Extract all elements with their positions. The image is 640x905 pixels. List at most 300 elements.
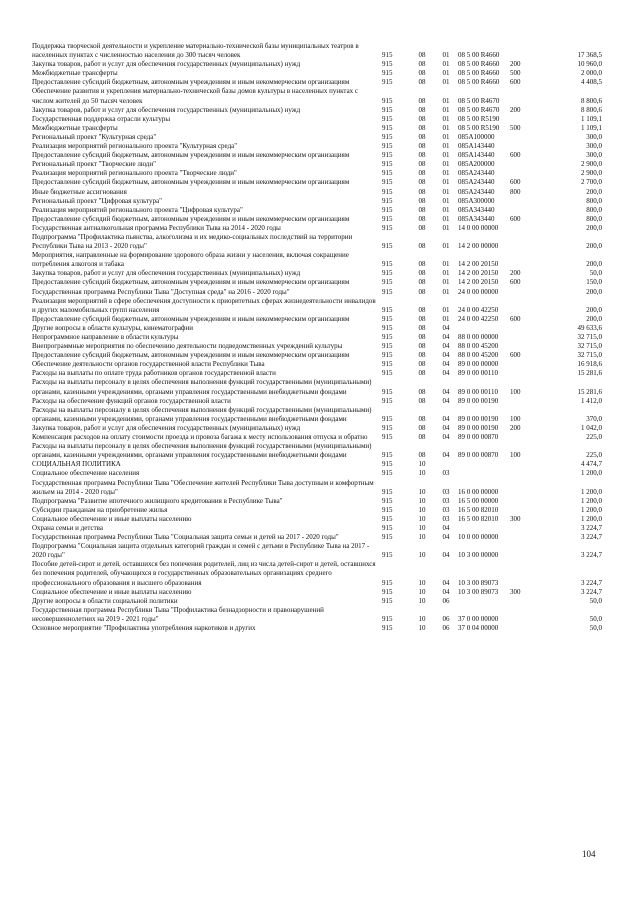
ministry-code: 915	[382, 169, 393, 178]
target-article-code: 085A143440	[458, 151, 495, 160]
table-row	[32, 442, 602, 460]
section-code: 08	[418, 205, 426, 214]
section-code: 08	[418, 396, 426, 405]
subsection-code: 01	[442, 214, 450, 223]
subsection-code: 01	[442, 269, 450, 278]
expense-type-code: 300	[510, 587, 521, 596]
target-article-code: 08 5 00 R4660	[458, 51, 500, 60]
row-name: Пособие детей-сирот и детей, оставшихся без попечения родителей, лиц из числа детей-сирот и детей, оставшихся без попечения родителей, обучающихся в государственных образовательных организациях среднего профессионального образования и высшего образования	[32, 560, 376, 587]
ministry-code: 915	[382, 69, 393, 78]
table-row	[32, 469, 602, 478]
section-code: 08	[418, 451, 426, 460]
target-article-code: 08 5 00 R5190	[458, 123, 500, 132]
target-article-code: 16 5 00 00000	[458, 496, 499, 505]
subsection-code: 04	[442, 333, 450, 341]
section-code: 08	[418, 160, 426, 169]
subsection-code: 01	[442, 78, 450, 87]
section-code: 10	[418, 578, 426, 587]
subsection-code: 06	[442, 614, 450, 623]
expense-type-code: 200	[510, 269, 521, 278]
subsection-code: 01	[442, 132, 450, 141]
budget-table	[32, 42, 602, 633]
target-article-code: 085A243440	[458, 178, 495, 187]
row-name: Реализация мероприятий в сфере обеспечения доступности к приоритетных сферах жизнедеятельности инвалидов и других маломобильных групп населения	[32, 296, 376, 314]
ministry-code: 915	[382, 578, 393, 587]
ministry-code: 915	[382, 78, 393, 87]
amount-value: 200,0	[586, 223, 602, 232]
amount-value: 225,0	[586, 433, 602, 442]
amount-value: 300,0	[586, 142, 602, 151]
subsection-code: 01	[442, 114, 450, 123]
expense-type-code: 600	[510, 78, 521, 87]
row-name: Государственная программа Республики Тыва "Социальная защита семьи и детей на 2017 - 2020 годы"	[32, 533, 339, 542]
row-name: Компенсация расходов на оплату стоимости проезда и провоза багажа к месту использования отпуска и обратно	[32, 433, 368, 442]
section-code: 08	[418, 242, 426, 251]
target-article-code: 08 5 00 R5190	[458, 114, 500, 123]
table-row	[32, 433, 602, 442]
row-name: Предоставление субсидий бюджетным, автономным учреждениям и иным некоммерческим организациям	[32, 214, 350, 223]
ministry-code: 915	[382, 242, 393, 251]
amount-value: 1 109,1	[581, 123, 602, 132]
section-code: 08	[418, 60, 426, 69]
target-article-code: 24 0 00 42250	[458, 314, 499, 323]
table-row	[32, 251, 602, 269]
subsection-code: 01	[442, 160, 450, 169]
target-article-code: 10 3 00 89073	[458, 587, 499, 596]
table-row	[32, 560, 602, 587]
subsection-code: 01	[442, 169, 450, 178]
ministry-code: 915	[382, 269, 393, 278]
table-row	[32, 42, 602, 60]
table-row	[32, 288, 602, 297]
subsection-code: 04	[442, 414, 450, 423]
target-article-code: 24 0 00 42250	[458, 305, 499, 314]
target-article-code: 14 2 00 20150	[458, 260, 499, 269]
subsection-code: 01	[442, 187, 450, 196]
target-article-code: 085A143440	[458, 142, 495, 151]
ministry-code: 915	[382, 360, 393, 369]
ministry-code: 915	[382, 596, 393, 605]
row-name: Другие вопросы в области социальной политики	[32, 596, 178, 605]
target-article-code: 10 3 00 89073	[458, 578, 499, 587]
amount-value: 1 200,0	[581, 505, 602, 514]
amount-value: 17 368,5	[577, 51, 602, 60]
expense-type-code: 200	[510, 423, 521, 432]
subsection-code: 04	[442, 433, 450, 442]
subsection-code: 04	[442, 342, 450, 351]
table-row	[32, 424, 602, 433]
section-code: 08	[418, 69, 426, 78]
ministry-code: 915	[382, 160, 393, 169]
section-code: 10	[418, 533, 426, 542]
row-name: Обеспечение деятельности органов государственной власти Республики Тыва	[32, 360, 265, 369]
subsection-code: 04	[442, 423, 450, 432]
ministry-code: 915	[382, 387, 393, 396]
target-article-code: 88 0 00 45200	[458, 342, 499, 351]
section-code: 08	[418, 123, 426, 132]
amount-value: 150,0	[586, 278, 602, 287]
amount-value: 1 200,0	[581, 514, 602, 523]
target-article-code: 89 0 00 00190	[458, 396, 499, 405]
subsection-code: 01	[442, 314, 450, 323]
section-code: 08	[418, 105, 426, 114]
table-row	[32, 78, 602, 87]
row-name: Реализация мероприятий регионального проекта "Культурная среда"	[32, 142, 238, 151]
amount-value: 1 200,0	[581, 487, 602, 496]
section-code: 10	[418, 624, 426, 632]
row-name: СОЦИАЛЬНАЯ ПОЛИТИКА	[32, 460, 121, 469]
amount-value: 4 474,7	[581, 460, 602, 469]
amount-value: 50,0	[589, 269, 602, 278]
row-name: Региональный проект "Творческие люди"	[32, 160, 156, 169]
row-name: Подпрограмма "Социальная защита отдельных категорий граждан и семей с детьми в Республике Тыва на 2017 - 2020 годы"	[32, 542, 370, 560]
ministry-code: 915	[382, 533, 393, 542]
subsection-code: 01	[442, 96, 450, 105]
target-article-code: 14 2 00 20150	[458, 278, 499, 287]
section-code: 08	[418, 414, 426, 423]
table-row	[32, 479, 602, 497]
ministry-code: 915	[382, 114, 393, 123]
amount-value: 15 281,6	[577, 387, 602, 396]
amount-value: 1 109,1	[581, 114, 602, 123]
target-article-code: 085A343440	[458, 214, 495, 223]
section-code: 10	[418, 496, 426, 505]
expense-type-code: 100	[510, 451, 521, 460]
table-row	[32, 524, 602, 533]
section-code: 08	[418, 387, 426, 396]
table-row	[32, 160, 602, 169]
ministry-code: 915	[382, 369, 393, 378]
row-name: Региональный проект "Культурная среда"	[32, 132, 157, 141]
amount-value: 1 200,0	[581, 496, 602, 505]
amount-value: 800,0	[586, 196, 602, 205]
expense-type-code: 600	[510, 214, 521, 223]
section-code: 08	[418, 369, 426, 378]
subsection-code: 04	[442, 578, 450, 587]
target-article-code: 16 5 00 82010	[458, 514, 499, 523]
subsection-code: 01	[442, 51, 450, 60]
subsection-code: 04	[442, 387, 450, 396]
ministry-code: 915	[382, 51, 393, 60]
section-code: 08	[418, 314, 426, 323]
target-article-code: 14 2 00 00000	[458, 242, 499, 251]
subsection-code: 01	[442, 278, 450, 287]
target-article-code: 085A243440	[458, 187, 495, 196]
ministry-code: 915	[382, 287, 393, 296]
expense-type-code: 600	[510, 151, 521, 160]
target-article-code: 14 2 00 20150	[458, 269, 499, 278]
table-row	[32, 69, 602, 78]
expense-type-code: 100	[510, 414, 521, 423]
subsection-code: 03	[442, 487, 450, 496]
subsection-code: 06	[442, 596, 450, 605]
amount-value: 370,0	[586, 414, 602, 423]
table-row	[32, 188, 602, 197]
row-name: Расходы на выплаты по оплате труда работников органов государственной власти	[32, 369, 276, 378]
section-code: 08	[418, 51, 426, 60]
row-name: Внепрограммные мероприятия по обеспечению деятельности подведомственных учреждений культуры	[32, 342, 343, 351]
ministry-code: 915	[382, 214, 393, 223]
ministry-code: 915	[382, 451, 393, 460]
ministry-code: 915	[382, 469, 393, 478]
expense-type-code: 200	[510, 60, 521, 69]
subsection-code: 04	[442, 369, 450, 378]
row-name: Предоставление субсидий бюджетным, автономным учреждениям и иным некоммерческим организациям	[32, 278, 350, 287]
row-name: Предоставление субсидий бюджетным, автономным учреждениям и иным некоммерческим организациям	[32, 151, 350, 160]
amount-value: 2 900,0	[581, 160, 602, 169]
row-name: Закупка товаров, работ и услуг для обеспечения государственных (муниципальных) нужд	[32, 423, 301, 432]
table-row	[32, 397, 602, 406]
section-code: 10	[418, 469, 426, 478]
table-row	[32, 369, 602, 378]
section-code: 08	[418, 142, 426, 151]
table-row	[32, 178, 602, 187]
target-article-code: 89 0 00 00190	[458, 414, 499, 423]
row-name: Предоставление субсидий бюджетным, автономным учреждениям и иным некоммерческим организациям	[32, 178, 350, 187]
table-row	[32, 351, 602, 360]
amount-value: 16 918,6	[577, 360, 602, 369]
ministry-code: 915	[382, 351, 393, 360]
expense-type-code: 600	[510, 278, 521, 287]
amount-value: 10 960,0	[577, 60, 602, 69]
amount-value: 50,0	[589, 596, 602, 605]
amount-value: 2 700,0	[581, 178, 602, 187]
amount-value: 50,0	[589, 614, 602, 623]
ministry-code: 915	[382, 551, 393, 560]
row-name: Региональный проект "Цифровая культура"	[32, 196, 162, 205]
subsection-code: 01	[442, 205, 450, 214]
ministry-code: 915	[382, 178, 393, 187]
row-name: Государственная антиалкогольная программа Республики Тыва на 2014 - 2020 годы	[32, 223, 281, 232]
row-name: Межбюджетные трансферты	[32, 123, 118, 132]
table-row	[32, 497, 602, 506]
row-name: Закупка товаров, работ и услуг для обеспечения государственных (муниципальных) нужд	[32, 60, 301, 69]
ministry-code: 915	[382, 433, 393, 442]
row-name: Реализация мероприятий регионального проекта "Творческие люди"	[32, 169, 237, 178]
table-row	[32, 624, 602, 633]
subsection-code: 04	[442, 533, 450, 542]
row-name: Подпрограмма "Профилактика пьянства, алкоголизма и их медико-социальных последствий на территории Республики Тыва на 2013 - 2020 годы"	[32, 232, 353, 251]
target-article-code: 085A200000	[458, 160, 495, 169]
table-row	[32, 324, 602, 333]
row-name: Закупка товаров, работ и услуг для обеспечения государственных (муниципальных) нужд	[32, 105, 301, 114]
subsection-code: 01	[442, 305, 450, 314]
section-code: 10	[418, 551, 426, 560]
subsection-code: 01	[442, 105, 450, 114]
expense-type-code: 500	[510, 69, 521, 78]
expense-type-code: 300	[510, 514, 521, 523]
ministry-code: 915	[382, 333, 393, 341]
amount-value: 1 200,0	[581, 469, 602, 478]
section-code: 08	[418, 287, 426, 296]
target-article-code: 085A243440	[458, 169, 495, 178]
section-code: 08	[418, 151, 426, 160]
ministry-code: 915	[382, 196, 393, 205]
section-code: 10	[418, 505, 426, 514]
amount-value: 200,0	[586, 314, 602, 323]
section-code: 08	[418, 260, 426, 269]
row-name: Государственная поддержка отрасли культуры	[32, 114, 171, 123]
row-name: Социальное обеспечение и иные выплаты населению	[32, 514, 192, 523]
row-name: Расходы на выплаты персоналу в целях обеспечения выполнения функций государственными (муниципальными) органами, казенными учреждениями, органами управления государственными внебюджетными фондами	[32, 405, 372, 423]
section-code: 08	[418, 351, 426, 360]
row-name: Реализация мероприятий регионального проекта "Цифровая культура"	[32, 205, 243, 214]
amount-value: 2 900,0	[581, 169, 602, 178]
subsection-code: 01	[442, 178, 450, 187]
subsection-code: 06	[442, 624, 450, 632]
ministry-code: 915	[382, 187, 393, 196]
ministry-code: 915	[382, 105, 393, 114]
row-name: Предоставление субсидий бюджетным, автономным учреждениям и иным некоммерческим организациям	[32, 351, 350, 360]
section-code: 08	[418, 333, 426, 341]
section-code: 08	[418, 96, 426, 105]
subsection-code: 04	[442, 523, 450, 532]
amount-value: 32 715,0	[577, 333, 602, 341]
amount-value: 800,0	[586, 205, 602, 214]
row-name: Социальное обеспечение населения	[32, 469, 140, 478]
table-row	[32, 597, 602, 606]
expense-type-code: 600	[510, 178, 521, 187]
table-row	[32, 87, 602, 105]
table-row	[32, 342, 602, 351]
amount-value: 4 408,5	[581, 78, 602, 87]
row-name: Другие вопросы в области культуры, кинематографии	[32, 323, 193, 332]
table-row	[32, 588, 602, 597]
section-code: 10	[418, 487, 426, 496]
target-article-code: 37 0 04 00000	[458, 624, 499, 632]
section-code: 08	[418, 169, 426, 178]
amount-value: 225,0	[586, 451, 602, 460]
ministry-code: 915	[382, 323, 393, 332]
subsection-code: 01	[442, 260, 450, 269]
section-code: 08	[418, 78, 426, 87]
target-article-code: 37 0 00 00000	[458, 614, 499, 623]
section-code: 08	[418, 323, 426, 332]
amount-value: 32 715,0	[577, 342, 602, 351]
section-code: 10	[418, 614, 426, 623]
table-row	[32, 506, 602, 515]
section-code: 08	[418, 214, 426, 223]
row-name: Основное мероприятие "Профилактика употребления наркотиков и других	[32, 624, 256, 632]
expense-type-code: 800	[510, 187, 521, 196]
target-article-code: 24 0 00 00000	[458, 287, 499, 296]
target-article-code: 89 0 00 00190	[458, 423, 499, 432]
row-name: Расходы на выплаты персоналу в целях обеспечения выполнения функций государственными (муниципальными) органами, казенными учреждениями, органами управления государственными внебюджетными фондами	[32, 442, 372, 460]
expense-type-code: 600	[510, 351, 521, 360]
ministry-code: 915	[382, 223, 393, 232]
page-number: 104	[582, 849, 596, 859]
subsection-code: 04	[442, 360, 450, 369]
subsection-code: 03	[442, 505, 450, 514]
ministry-code: 915	[382, 587, 393, 596]
row-name: Охрана семьи и детства	[32, 523, 103, 532]
table-row	[32, 206, 602, 215]
subsection-code: 01	[442, 223, 450, 232]
target-article-code: 89 0 00 00110	[458, 387, 498, 396]
row-name: Иные бюджетные ассигнования	[32, 187, 127, 196]
section-code: 08	[418, 360, 426, 369]
subsection-code: 01	[442, 142, 450, 151]
section-code: 08	[418, 278, 426, 287]
section-code: 08	[418, 114, 426, 123]
ministry-code: 915	[382, 523, 393, 532]
row-name: Социальное обеспечение и иные выплаты населению	[32, 587, 192, 596]
subsection-code: 01	[442, 151, 450, 160]
row-name: Государственная программа Республики Тыва "Профилактика безнадзорности и правонарушений несовершеннолетних на 2019 - 2021 годы"	[32, 605, 324, 623]
ministry-code: 915	[382, 423, 393, 432]
subsection-code: 01	[442, 123, 450, 132]
ministry-code: 915	[382, 514, 393, 523]
table-row	[32, 233, 602, 251]
amount-value: 3 224,7	[581, 533, 602, 542]
ministry-code: 915	[382, 314, 393, 323]
table-row	[32, 533, 602, 542]
ministry-code: 915	[382, 414, 393, 423]
table-row	[32, 269, 602, 278]
ministry-code: 915	[382, 278, 393, 287]
section-code: 08	[418, 196, 426, 205]
row-name: Государственная программа Республики Тыва "Обеспечение жителей Республики Тыва доступным и комфортным жильем на 2014 - 2020 годы"	[32, 478, 374, 496]
expense-type-code: 600	[510, 314, 521, 323]
amount-value: 300,0	[586, 151, 602, 160]
subsection-code: 03	[442, 514, 450, 523]
amount-value: 200,0	[586, 187, 602, 196]
target-article-code: 89 0 00 00870	[458, 433, 499, 442]
section-code: 08	[418, 342, 426, 351]
ministry-code: 915	[382, 96, 393, 105]
subsection-code: 03	[442, 496, 450, 505]
row-name: Обеспечение развития и укрепления материально-технической базы домов культуры в населенных пунктах с числом жителей до 50 тысяч человек	[32, 87, 359, 105]
table-row	[32, 142, 602, 151]
ministry-code: 915	[382, 624, 393, 632]
table-row	[32, 169, 602, 178]
amount-value: 1 412,0	[581, 396, 602, 405]
table-row	[32, 133, 602, 142]
section-code: 10	[418, 523, 426, 532]
table-row	[32, 460, 602, 469]
ministry-code: 915	[382, 60, 393, 69]
section-code: 08	[418, 433, 426, 442]
amount-value: 32 715,0	[577, 351, 602, 360]
section-code: 08	[418, 187, 426, 196]
subsection-code: 04	[442, 551, 450, 560]
section-code: 08	[418, 305, 426, 314]
section-code: 10	[418, 587, 426, 596]
row-name: Предоставление субсидий бюджетным, автономным учреждениям и иным некоммерческим организациям	[32, 78, 350, 87]
row-name: Предоставление субсидий бюджетным, автономным учреждениям и иным некоммерческим организациям	[32, 314, 350, 323]
table-row	[32, 406, 602, 424]
ministry-code: 915	[382, 132, 393, 141]
target-article-code: 10 0 00 00000	[458, 533, 499, 542]
amount-value: 200,0	[586, 260, 602, 269]
row-name: Закупка товаров, работ и услуг для обеспечения государственных (муниципальных) нужд	[32, 269, 301, 278]
table-row	[32, 360, 602, 369]
target-article-code: 88 0 00 45200	[458, 351, 499, 360]
table-row	[32, 224, 602, 233]
subsection-code: 04	[442, 323, 450, 332]
table-row	[32, 197, 602, 206]
amount-value: 200,0	[586, 305, 602, 314]
table-row	[32, 115, 602, 124]
amount-value: 200,0	[586, 242, 602, 251]
amount-value: 15 281,6	[577, 369, 602, 378]
subsection-code: 04	[442, 451, 450, 460]
ministry-code: 915	[382, 123, 393, 132]
ministry-code: 915	[382, 142, 393, 151]
target-article-code: 89 0 00 00870	[458, 451, 499, 460]
row-name: Непрограммное направление в области культуры	[32, 333, 179, 341]
row-name: Расходы на выплаты персоналу в целях обеспечения выполнения функций государственными (муниципальными) органами, казенными учреждениями, органами управления государственными внебюджетными фондами	[32, 378, 372, 396]
